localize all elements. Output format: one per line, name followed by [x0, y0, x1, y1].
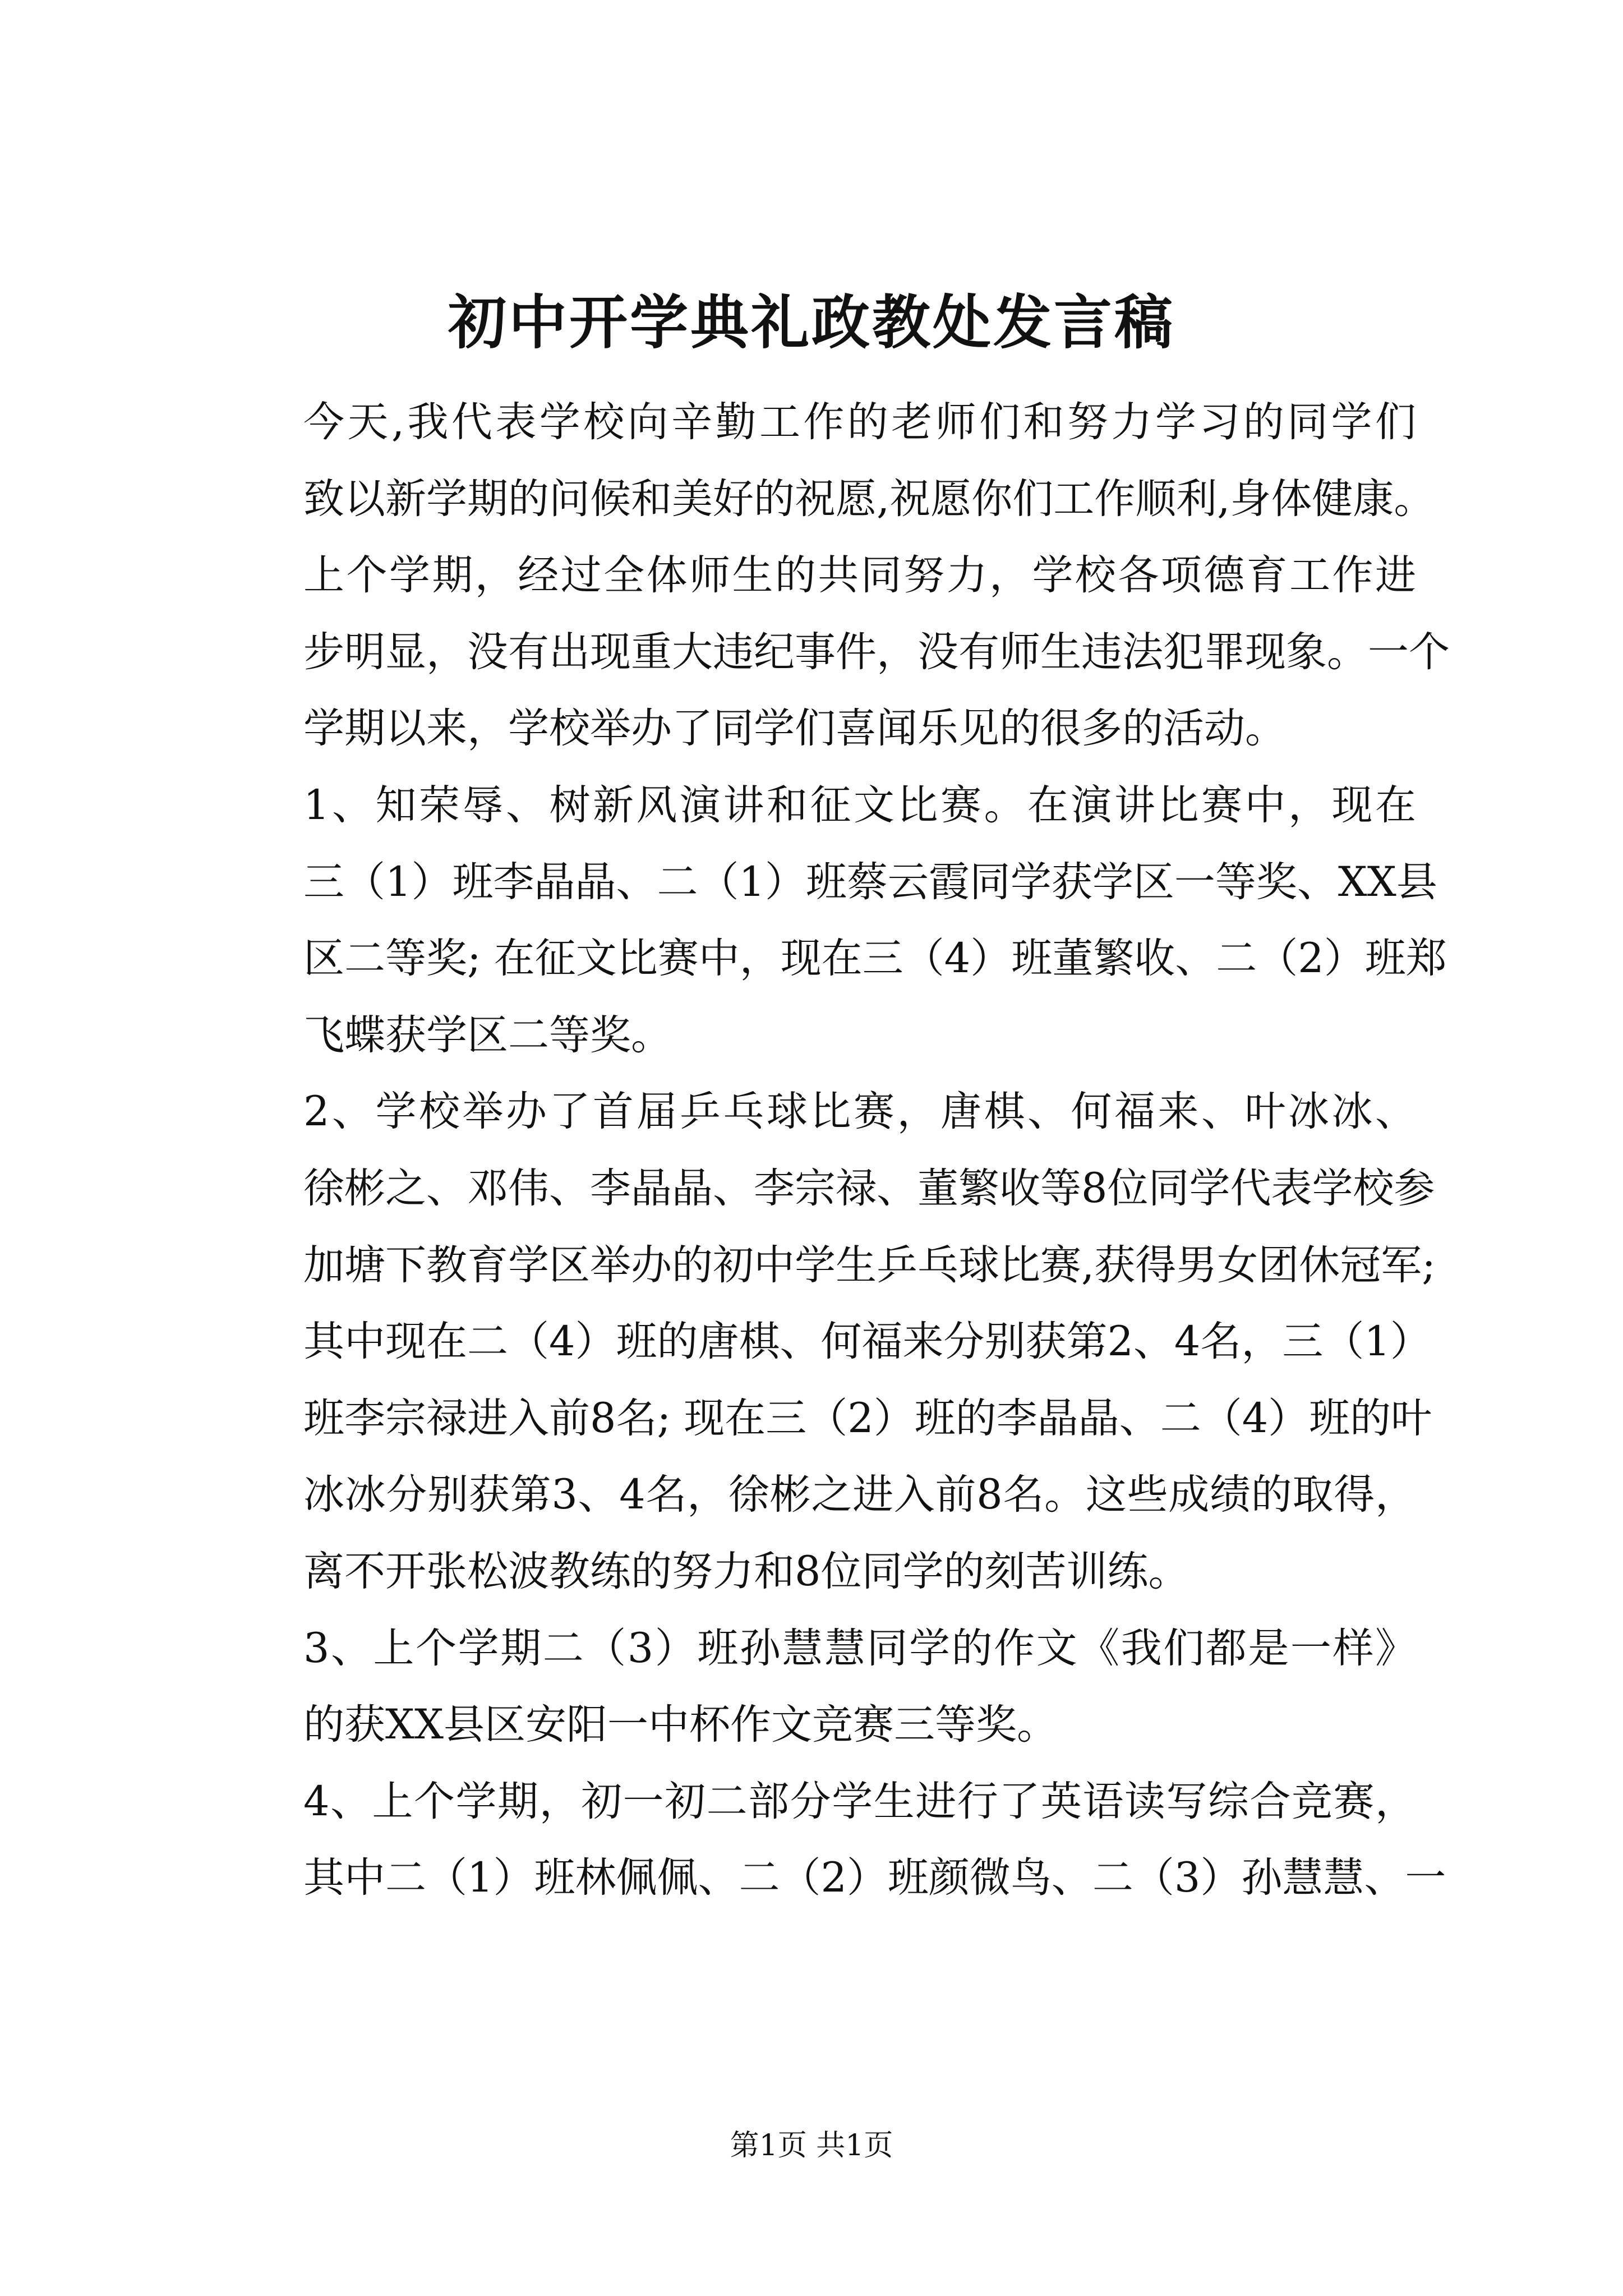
text-line: 离不开张松波教练的努力和8位同学的刻苦训练。: [303, 1547, 1189, 1595]
text-line: 3、上个学期二（3）班孙慧慧同学的作文《我们都是一样》: [303, 1624, 1416, 1672]
text-line: 其中现在二（4）班的唐棋、何福来分别获第2、4名，三（1）: [303, 1318, 1431, 1366]
text-line: 1、知荣辱、树新风演讲和征文比赛。在演讲比赛中，现在: [303, 781, 1416, 829]
text-line: 徐彬之、邓伟、李晶晶、李宗禄、董繁收等8位同学代表学校参: [303, 1164, 1435, 1212]
paragraph: [222, 1074, 1436, 1610]
text-line: 今天,我代表学校向辛勤工作的老师们和努力学习的同学们: [303, 398, 1416, 446]
text-line: 其中二（1）班林佩佩、二（2）班颜微鸟、二（3）孙慧慧、一: [303, 1854, 1446, 1902]
text-line: 飞蝶获学区二等奖。: [303, 1011, 672, 1059]
text-line: 学期以来，学校举办了同学们喜闻乐见的很多的活动。: [303, 705, 1286, 753]
paragraph: [222, 384, 1435, 537]
text-line: 上个学期，经过全体师生的共同努力，学校各项德育工作进: [303, 551, 1416, 600]
text-line: 三（1）班李晶晶、二（1）班蔡云霞同学获学区一等奖、XX县: [303, 858, 1437, 906]
text-line: 班李宗禄进入前8名; 现在三（2）班的李晶晶、二（4）班的叶: [303, 1394, 1432, 1442]
text-line: 加塘下教育学区举办的初中学生乒乓球比赛,获得男女团休冠军;: [303, 1241, 1436, 1289]
document-body: [222, 384, 1450, 1917]
text-line: 冰冰分别获第3、4名，徐彬之进入前8名。这些成绩的取得，: [303, 1471, 1416, 1519]
text-line: 2、学校举办了首届乒乓球比赛，唐棋、何福来、叶冰冰、: [303, 1088, 1416, 1136]
document-title: 初中开学典礼政教处发言稿: [448, 288, 1175, 357]
paragraph: [222, 1764, 1446, 1917]
text-line: 致以新学期的问候和美好的祝愿,祝愿你们工作顺利,身体健康。: [303, 475, 1435, 523]
page-footer: 第1页 共1页: [730, 2129, 893, 2162]
paragraph: [222, 767, 1447, 1074]
paragraph: [222, 1611, 1416, 1764]
text-line: 的获XX县区安阳一中杯作文竞赛三等奖。: [303, 1701, 1058, 1749]
text-line: 步明显，没有出现重大违纪事件，没有师生违法犯罪现象。一个: [303, 628, 1450, 676]
paragraph: [222, 537, 1450, 767]
text-line: 4、上个学期，初一初二部分学生进行了英语读写综合竞赛，: [303, 1777, 1416, 1825]
text-line: 区二等奖; 在征文比赛中，现在三（4）班董繁收、二（2）班郑: [303, 935, 1447, 983]
